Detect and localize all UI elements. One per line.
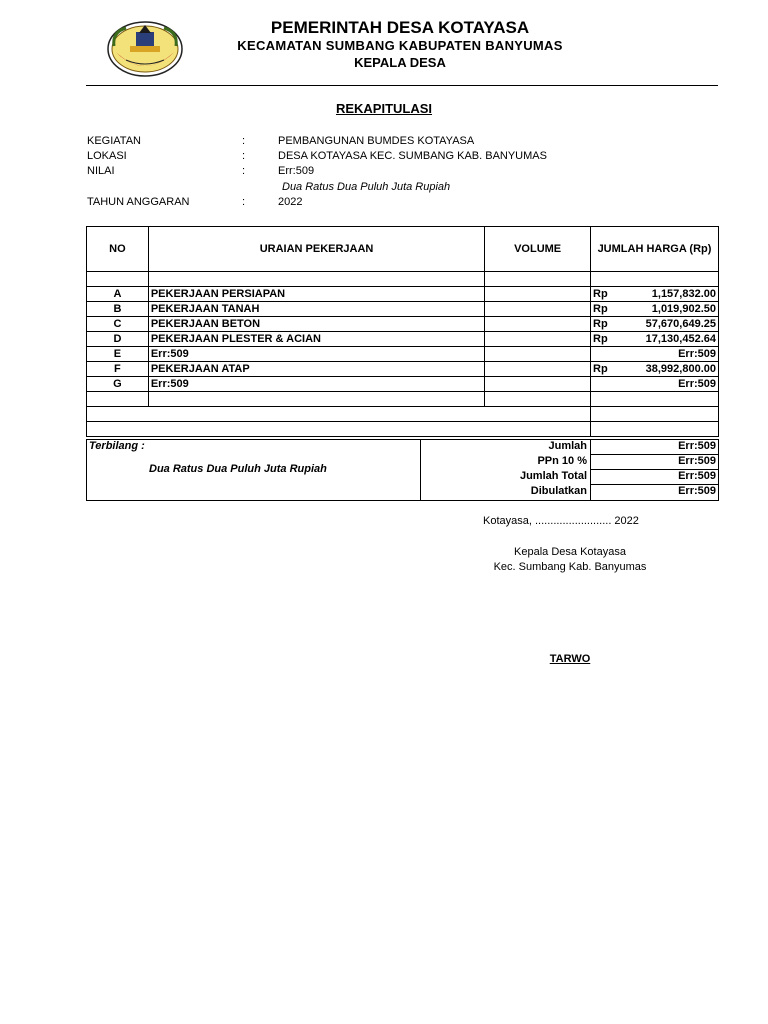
signature-position-2: Kec. Sumbang Kab. Banyumas bbox=[493, 561, 647, 573]
table-row-empty bbox=[87, 392, 719, 407]
row-amount: 57,670,649.25 bbox=[645, 318, 716, 330]
terbilang-box bbox=[87, 440, 421, 500]
row-no: C bbox=[87, 317, 149, 332]
row-amount: 1,019,902.50 bbox=[651, 303, 716, 315]
info-value: PEMBANGUNAN BUMDES KOTAYASA bbox=[278, 135, 475, 147]
row-amount: 38,992,800.00 bbox=[645, 363, 716, 375]
header-divider bbox=[86, 85, 718, 86]
summary-value: Err:509 bbox=[678, 455, 716, 467]
row-jumlah bbox=[591, 332, 719, 347]
row-no: G bbox=[87, 377, 149, 392]
row-amount: 17,130,452.64 bbox=[645, 333, 716, 345]
table-row-empty bbox=[87, 272, 719, 287]
info-terbilang: Dua Ratus Dua Puluh Juta Rupiah bbox=[282, 181, 451, 193]
table-row bbox=[87, 362, 719, 377]
row-jumlah bbox=[591, 377, 719, 392]
summary-label: Dibulatkan bbox=[530, 485, 587, 497]
table-row bbox=[87, 287, 719, 302]
info-value: 2022 bbox=[278, 196, 303, 208]
table-row-empty bbox=[87, 422, 719, 437]
row-amount: Err:509 bbox=[678, 348, 716, 360]
summary-label: Jumlah Total bbox=[519, 470, 587, 482]
row-volume bbox=[485, 377, 591, 392]
summary-block bbox=[86, 439, 719, 501]
table-row-empty bbox=[87, 407, 719, 422]
row-volume bbox=[485, 287, 591, 302]
terbilang-label: Terbilang : bbox=[89, 440, 145, 452]
row-volume bbox=[485, 362, 591, 377]
row-uraian: PEKERJAAN PLESTER & ACIAN bbox=[148, 332, 484, 347]
row-rp: Rp bbox=[593, 318, 608, 330]
table-row bbox=[87, 332, 719, 347]
row-uraian: Err:509 bbox=[148, 347, 484, 362]
place-date: Kotayasa, ......................... 2022 bbox=[483, 515, 639, 527]
header-volume: VOLUME bbox=[485, 227, 591, 272]
row-rp: Rp bbox=[593, 363, 608, 375]
row-jumlah bbox=[591, 362, 719, 377]
document-title: REKAPITULASI bbox=[335, 101, 433, 116]
row-volume bbox=[485, 317, 591, 332]
row-no: B bbox=[87, 302, 149, 317]
row-no: A bbox=[87, 287, 149, 302]
row-uraian: PEKERJAAN TANAH bbox=[148, 302, 484, 317]
row-jumlah bbox=[591, 302, 719, 317]
info-sep: : bbox=[242, 165, 246, 177]
signature-position-1: Kepala Desa Kotayasa bbox=[514, 546, 626, 558]
summary-value: Err:509 bbox=[678, 440, 716, 452]
summary-label: Jumlah bbox=[548, 440, 587, 452]
row-jumlah bbox=[591, 347, 719, 362]
info-key: KEGIATAN bbox=[87, 135, 141, 147]
row-amount: 1,157,832.00 bbox=[651, 288, 716, 300]
info-key: LOKASI bbox=[87, 150, 127, 162]
info-value: Err:509 bbox=[278, 165, 315, 177]
row-uraian: PEKERJAAN PERSIAPAN bbox=[148, 287, 484, 302]
row-uraian: PEKERJAAN BETON bbox=[148, 317, 484, 332]
recap-table bbox=[86, 226, 719, 437]
header-line-2: KECAMATAN SUMBANG KABUPATEN BANYUMAS bbox=[237, 38, 563, 53]
row-rp: Rp bbox=[593, 333, 608, 345]
summary-divider bbox=[590, 440, 591, 500]
banyumas-regency-emblem-icon bbox=[106, 20, 184, 78]
info-value: DESA KOTAYASA KEC. SUMBANG KAB. BANYUMAS bbox=[278, 150, 547, 162]
row-rp: Rp bbox=[593, 288, 608, 300]
info-key: NILAI bbox=[87, 165, 115, 177]
row-uraian: PEKERJAAN ATAP bbox=[148, 362, 484, 377]
table-row bbox=[87, 377, 719, 392]
table-row bbox=[87, 302, 719, 317]
header-jumlah-harga: JUMLAH HARGA (Rp) bbox=[591, 227, 719, 272]
row-volume bbox=[485, 347, 591, 362]
row-jumlah bbox=[591, 287, 719, 302]
row-jumlah bbox=[591, 317, 719, 332]
info-key: TAHUN ANGGARAN bbox=[87, 196, 190, 208]
info-sep: : bbox=[242, 196, 246, 208]
table-row bbox=[87, 317, 719, 332]
row-amount: Err:509 bbox=[678, 378, 716, 390]
row-no: E bbox=[87, 347, 149, 362]
signatory-name: TARWO bbox=[549, 653, 591, 665]
summary-value: Err:509 bbox=[678, 485, 716, 497]
table-row bbox=[87, 347, 719, 362]
row-volume bbox=[485, 332, 591, 347]
table-header-row bbox=[87, 227, 719, 272]
row-no: D bbox=[87, 332, 149, 347]
summary-label: PPn 10 % bbox=[537, 455, 587, 467]
row-no: F bbox=[87, 362, 149, 377]
summary-value: Err:509 bbox=[678, 470, 716, 482]
row-rp: Rp bbox=[593, 303, 608, 315]
row-uraian: Err:509 bbox=[148, 377, 484, 392]
header-line-3: KEPALA DESA bbox=[354, 55, 446, 70]
terbilang-text: Dua Ratus Dua Puluh Juta Rupiah bbox=[149, 463, 327, 475]
header-no: NO bbox=[87, 227, 149, 272]
info-sep: : bbox=[242, 150, 246, 162]
header-uraian: URAIAN PEKERJAAN bbox=[148, 227, 484, 272]
row-volume bbox=[485, 302, 591, 317]
header-line-1: PEMERINTAH DESA KOTAYASA bbox=[270, 18, 530, 37]
info-sep: : bbox=[242, 135, 246, 147]
